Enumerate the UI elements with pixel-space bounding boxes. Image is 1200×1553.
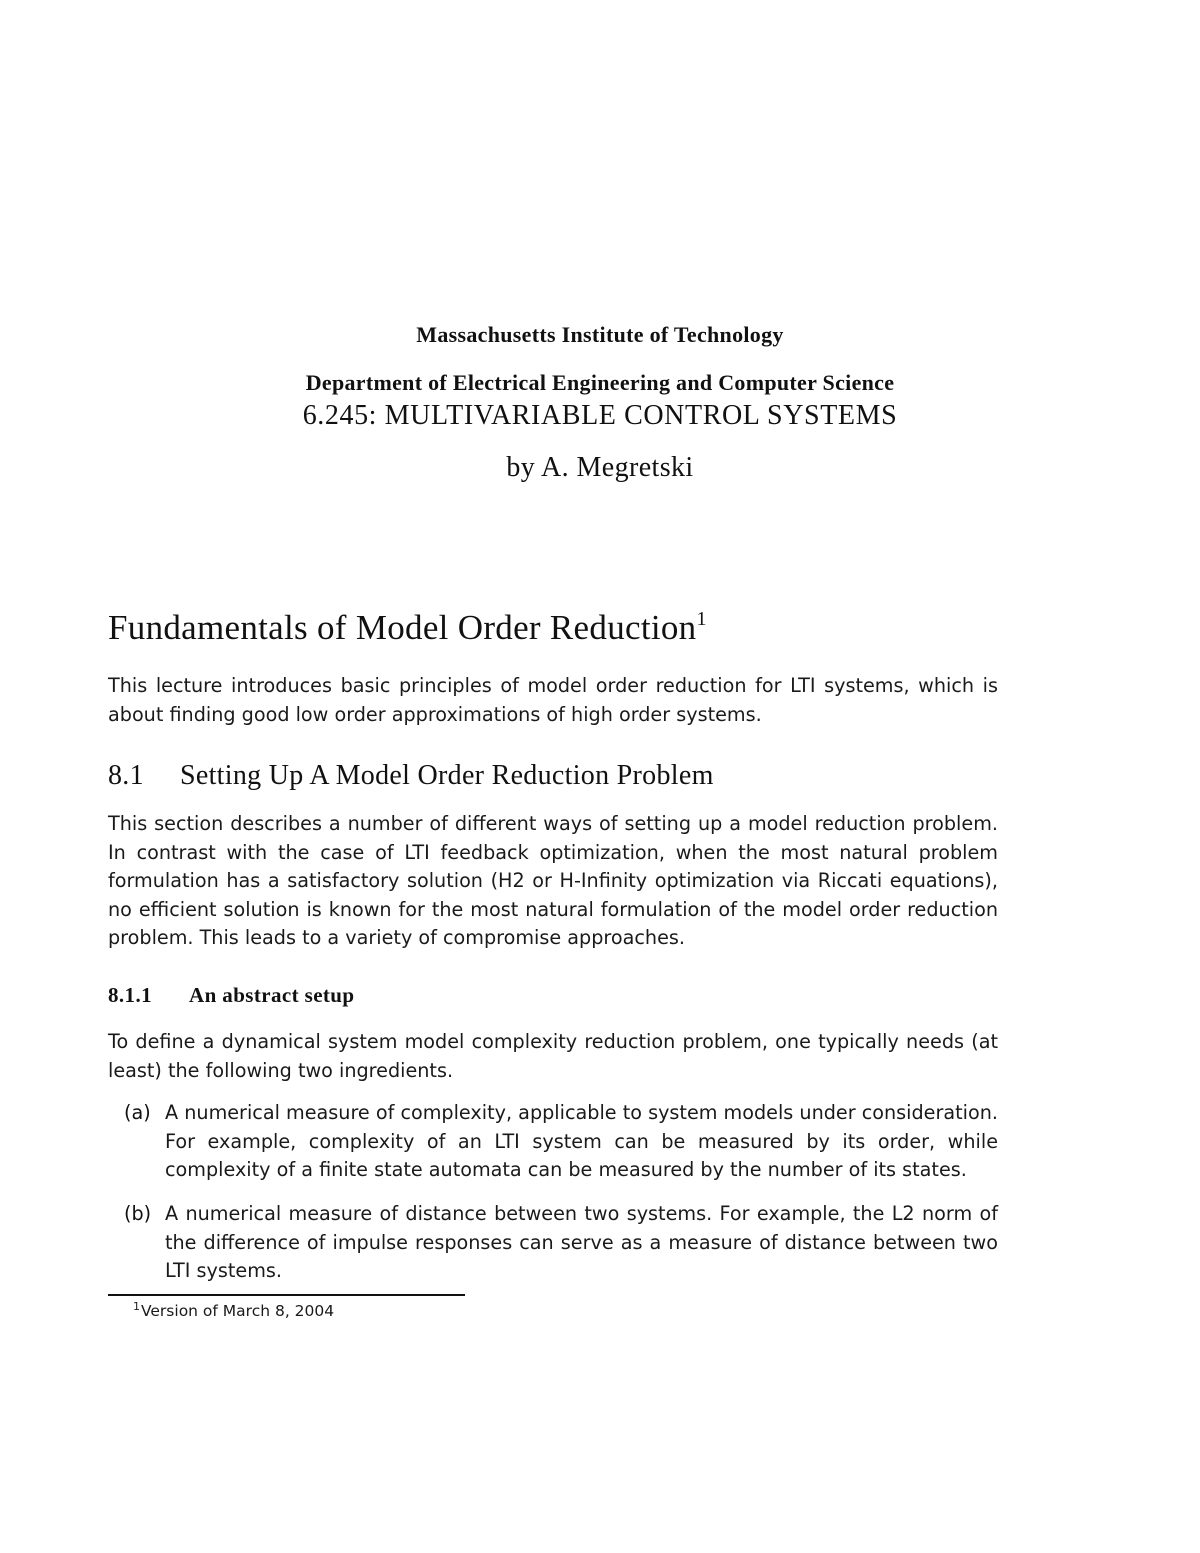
subsection-number: 8.1.1	[108, 983, 152, 1007]
footnote	[133, 1302, 334, 1320]
list-item-label: (b)	[124, 1202, 152, 1225]
list-item-text: A numerical measure of complexity, applicable to system models under consideration. For example, complexity of an LTI system can be measured by its order, while complexity of a finite state automata can be measured by the number of its states.	[165, 1101, 998, 1182]
footnote-mark: 1	[696, 608, 707, 630]
lecture-title-text: Fundamentals of Model Order Reduction	[108, 608, 697, 647]
footnote-number: 1	[133, 1300, 140, 1313]
section-paragraph: This section describes a number of different ways of setting up a model reduction problem. In contrast with the case of LTI feedback optimization, when the most natural problem formulation has a satisfactory solution (H2 or H-Infinity optimization via Riccati equations), no efficient solution is known for the most natural formulation of the model order reduction problem. This leads to a variety of compromise approaches.	[108, 812, 998, 950]
institute-name: Massachusetts Institute of Technology	[416, 322, 784, 347]
section-title: Setting Up A Model Order Reduction Problem	[180, 760, 714, 791]
author-line: by A. Megretski	[506, 452, 694, 483]
subsection-heading	[108, 983, 998, 1008]
intro-paragraph: This lecture introduces basic principles of model order reduction for LTI systems, which is about finding good low order approximations of high order systems.	[108, 674, 998, 726]
footnote-divider	[108, 1294, 465, 1296]
subsection-title: An abstract setup	[189, 983, 355, 1007]
course-title: 6.245: MULTIVARIABLE CONTROL SYSTEMS	[302, 400, 898, 431]
section-heading	[108, 760, 998, 792]
subsection-paragraph: To define a dynamical system model complexity reduction problem, one typically needs (at least) the following two ingredients.	[108, 1030, 998, 1082]
list-item-label: (a)	[124, 1101, 151, 1124]
department-name: Department of Electrical Engineering and Computer Science	[305, 370, 895, 395]
section-number: 8.1	[108, 760, 144, 791]
footnote-text: Version of March 8, 2004	[141, 1302, 335, 1320]
list-item-text: A numerical measure of distance between two systems. For example, the L2 norm of the difference of impulse responses can serve as a measure of distance between two LTI systems.	[165, 1202, 998, 1283]
lecture-title	[108, 608, 998, 648]
